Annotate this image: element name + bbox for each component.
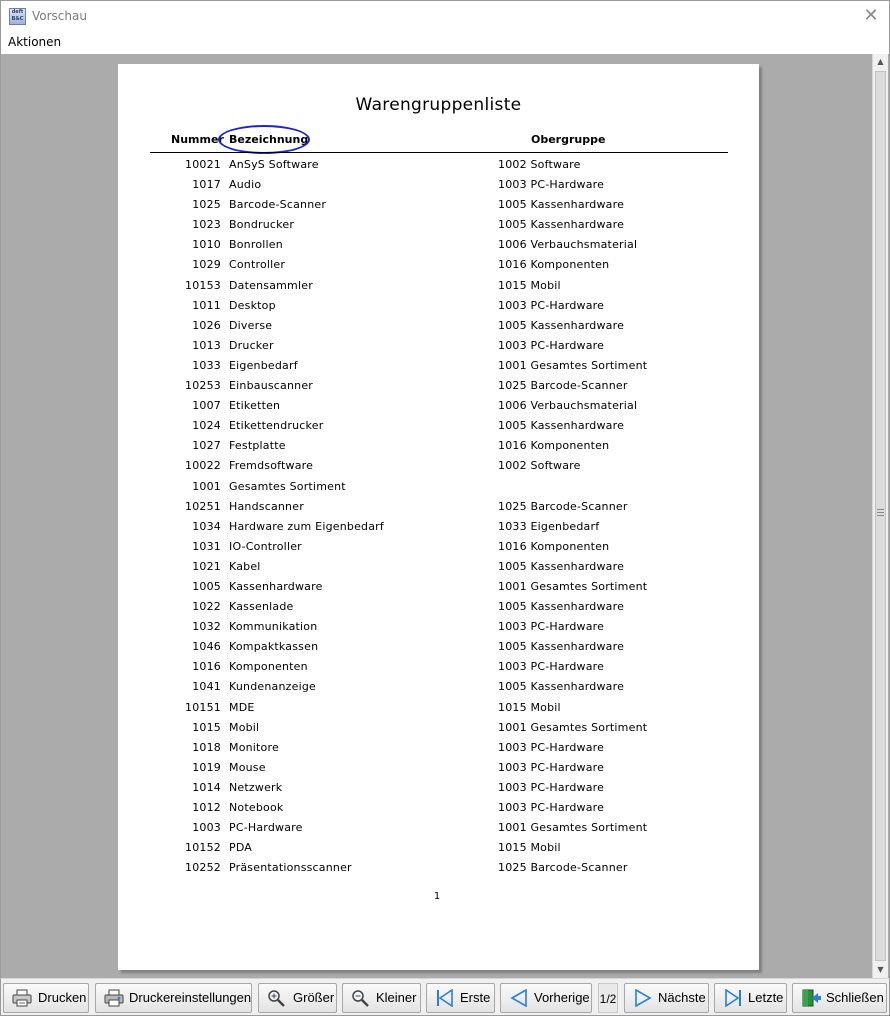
- row-obergruppe: 1005 Kassenhardware: [498, 218, 625, 232]
- row-obergruppe: 1003 PC-Hardware: [498, 740, 605, 754]
- row-bezeichnung: AnSyS Software: [229, 158, 319, 171]
- kleiner-label: Kleiner: [376, 990, 417, 1005]
- row-nummer: 10251: [185, 499, 221, 513]
- row-obergruppe: 1025 Barcode-Scanner: [498, 499, 628, 513]
- window-title: Vorschau: [32, 9, 87, 23]
- report-page: [118, 64, 759, 970]
- row-bezeichnung: Hardware zum Eigenbedarf: [229, 519, 384, 533]
- row-obergruppe: 1005 Kassenhardware: [498, 640, 625, 654]
- groesser-button[interactable]: [258, 983, 337, 1013]
- letzte-label: Letzte: [748, 990, 784, 1005]
- table-row: [118, 637, 759, 657]
- row-bezeichnung: Etikettendrucker: [229, 419, 324, 433]
- table-row: [118, 436, 759, 456]
- erste-button[interactable]: [426, 983, 495, 1013]
- scroll-down-icon[interactable]: ▼: [877, 965, 884, 974]
- table-row: [118, 255, 759, 275]
- highlight-circle-annotation: [218, 125, 310, 154]
- table-row: [118, 657, 759, 677]
- table-row: [118, 738, 759, 758]
- close-icon[interactable]: ✕: [863, 5, 879, 26]
- row-nummer: 10021: [185, 158, 221, 171]
- row-bezeichnung: MDE: [229, 700, 255, 714]
- zoom-out-icon: [351, 989, 371, 1007]
- table-row: [118, 597, 759, 617]
- groesser-label: Größer: [293, 990, 335, 1005]
- row-nummer: 1013: [192, 338, 221, 352]
- printer-settings-icon: [104, 989, 124, 1007]
- row-bezeichnung: Fremdsoftware: [229, 459, 314, 473]
- row-nummer: 1012: [192, 801, 221, 814]
- drucken-button[interactable]: [3, 983, 89, 1013]
- table-row: [118, 396, 759, 416]
- preview-viewport: [0, 54, 890, 978]
- row-nummer: 1025: [192, 198, 221, 212]
- column-header-obergruppe: Obergruppe: [531, 133, 606, 146]
- report-title: Warengruppenliste: [355, 95, 522, 115]
- row-nummer: 1018: [192, 740, 221, 754]
- row-bezeichnung: Netzwerk: [229, 780, 283, 794]
- table-row: [118, 517, 759, 537]
- table-row: [118, 577, 759, 597]
- row-obergruppe: 1025 Barcode-Scanner: [498, 379, 628, 393]
- table-row: [118, 698, 759, 718]
- row-nummer: 1003: [192, 821, 221, 835]
- table-row: [118, 477, 759, 497]
- schliessen-label: Schließen: [826, 990, 884, 1005]
- row-obergruppe: 1005 Kassenhardware: [498, 318, 625, 332]
- row-bezeichnung: Kabel: [229, 559, 261, 573]
- row-obergruppe: 1015 Mobil: [498, 278, 561, 292]
- row-obergruppe: 1001 Gesamtes Sortiment: [498, 579, 648, 593]
- table-row: [118, 175, 759, 195]
- row-obergruppe: 1025 Barcode-Scanner: [498, 861, 628, 875]
- row-obergruppe: 1003 PC-Hardware: [498, 780, 605, 794]
- first-page-icon: [435, 989, 455, 1007]
- row-bezeichnung: Kundenanzeige: [229, 680, 316, 694]
- row-nummer: 1001: [192, 479, 221, 493]
- naechste-label: Nächste: [658, 990, 706, 1005]
- row-obergruppe: 1005 Kassenhardware: [498, 680, 625, 694]
- druckereinstellungen-label: Druckereinstellungen: [129, 990, 252, 1005]
- table-row: [118, 235, 759, 255]
- row-nummer: 1032: [192, 620, 221, 634]
- row-nummer: 1034: [192, 519, 221, 533]
- row-bezeichnung: Kompaktkassen: [229, 640, 319, 654]
- row-nummer: 1007: [192, 399, 221, 413]
- row-bezeichnung: PC-Hardware: [229, 821, 303, 835]
- table-row: [118, 858, 759, 878]
- table-row: [118, 537, 759, 557]
- table-row: [118, 195, 759, 215]
- menu-bar: [0, 32, 890, 54]
- row-obergruppe: 1015 Mobil: [498, 700, 561, 714]
- row-bezeichnung: Controller: [229, 258, 286, 272]
- row-obergruppe: 1005 Kassenhardware: [498, 198, 625, 212]
- row-nummer: 1005: [192, 579, 221, 593]
- row-obergruppe: 1001 Gesamtes Sortiment: [498, 358, 648, 372]
- row-obergruppe: 1006 Verbauchsmaterial: [498, 399, 638, 413]
- row-bezeichnung: Komponenten: [229, 660, 308, 674]
- app-logo-icon: deft B&C: [9, 8, 26, 25]
- row-nummer: 1019: [192, 760, 221, 774]
- row-bezeichnung: Mobil: [229, 720, 260, 734]
- table-row: [118, 155, 759, 175]
- table-row: [118, 677, 759, 697]
- letzte-button[interactable]: [714, 983, 787, 1013]
- table-row: [118, 617, 759, 637]
- row-nummer: 1011: [192, 298, 221, 312]
- grip-icon: [877, 509, 884, 516]
- row-obergruppe: 1006 Verbauchsmaterial: [498, 238, 638, 252]
- table-row: [118, 336, 759, 356]
- report-rows: [118, 155, 759, 878]
- row-nummer: 1022: [192, 600, 221, 614]
- last-page-icon: [723, 989, 743, 1007]
- table-row: [118, 376, 759, 396]
- table-row: [118, 798, 759, 818]
- page-number: 1: [433, 891, 441, 902]
- table-row: [118, 215, 759, 235]
- row-nummer: 1024: [192, 419, 221, 433]
- row-bezeichnung: Bondrucker: [229, 218, 295, 232]
- row-nummer: 1017: [192, 178, 221, 192]
- drucken-label: Drucken: [38, 990, 87, 1005]
- row-nummer: 1023: [192, 218, 221, 232]
- header-divider: [150, 152, 728, 153]
- table-row: [118, 356, 759, 376]
- table-row: [118, 758, 759, 778]
- row-nummer: 1015: [192, 720, 221, 734]
- table-row: [118, 818, 759, 838]
- printer-icon: [12, 989, 32, 1007]
- vorherige-label: Vorherige: [534, 990, 590, 1005]
- scroll-thumb[interactable]: [875, 71, 886, 961]
- row-nummer: 1010: [192, 238, 221, 252]
- row-bezeichnung: Festplatte: [229, 439, 286, 453]
- row-obergruppe: 1005 Kassenhardware: [498, 600, 625, 614]
- row-bezeichnung: Kassenlade: [229, 600, 294, 614]
- row-bezeichnung: Etiketten: [229, 399, 281, 413]
- row-nummer: 10153: [185, 278, 221, 292]
- row-bezeichnung: Desktop: [229, 298, 276, 312]
- row-bezeichnung: Audio: [229, 178, 262, 192]
- bottom-toolbar: [0, 978, 890, 1016]
- row-obergruppe: 1016 Komponenten: [498, 539, 610, 553]
- row-obergruppe: 1016 Komponenten: [498, 439, 610, 453]
- table-row: [118, 416, 759, 436]
- row-obergruppe: 1002 Software: [498, 459, 581, 473]
- row-nummer: 1027: [192, 439, 221, 453]
- row-bezeichnung: Mouse: [229, 760, 266, 774]
- row-obergruppe: 1003 PC-Hardware: [498, 660, 605, 674]
- table-row: [118, 316, 759, 336]
- row-bezeichnung: PDA: [229, 841, 253, 855]
- row-bezeichnung: Kommunikation: [229, 620, 318, 634]
- row-nummer: 1033: [192, 358, 221, 372]
- table-row: [118, 557, 759, 577]
- row-bezeichnung: Präsentationsscanner: [229, 861, 352, 875]
- row-bezeichnung: Drucker: [229, 338, 274, 352]
- row-nummer: 10253: [185, 379, 221, 393]
- window-titlebar: [0, 0, 890, 32]
- row-nummer: 1014: [192, 780, 221, 794]
- row-nummer: 1016: [192, 660, 221, 674]
- table-row: [118, 838, 759, 858]
- zoom-in-icon: [267, 989, 287, 1007]
- row-bezeichnung: Eigenbedarf: [229, 358, 298, 372]
- vertical-scrollbar[interactable]: [872, 54, 888, 978]
- row-nummer: 10022: [185, 459, 221, 473]
- row-nummer: 1026: [192, 318, 221, 332]
- table-row: [118, 497, 759, 517]
- row-obergruppe: 1016 Komponenten: [498, 258, 610, 272]
- druckereinstellungen-button[interactable]: [95, 983, 252, 1013]
- row-obergruppe: 1003 PC-Hardware: [498, 760, 605, 774]
- column-header-nummer: Nummer: [171, 133, 224, 146]
- vorherige-button[interactable]: [500, 983, 592, 1013]
- row-obergruppe: 1033 Eigenbedarf: [498, 519, 600, 533]
- row-bezeichnung: Monitore: [229, 740, 279, 754]
- row-obergruppe: 1003 PC-Hardware: [498, 338, 605, 352]
- naechste-button[interactable]: [624, 983, 709, 1013]
- row-bezeichnung: Diverse: [229, 318, 273, 332]
- row-bezeichnung: Kassenhardware: [229, 579, 323, 593]
- table-row: [118, 718, 759, 738]
- row-nummer: 1029: [192, 258, 221, 272]
- row-nummer: 1046: [192, 640, 221, 654]
- row-obergruppe: 1003 PC-Hardware: [498, 298, 605, 312]
- row-obergruppe: 1005 Kassenhardware: [498, 419, 625, 433]
- row-nummer: 10151: [185, 700, 221, 714]
- row-bezeichnung: Einbauscanner: [229, 379, 314, 393]
- table-row: [118, 778, 759, 798]
- previous-page-icon: [509, 989, 529, 1007]
- row-obergruppe: 1003 PC-Hardware: [498, 801, 605, 814]
- table-row: [118, 276, 759, 296]
- exit-door-icon: [801, 989, 821, 1007]
- table-row: [118, 296, 759, 316]
- erste-label: Erste: [460, 990, 491, 1005]
- page-count-indicator: 1/2: [598, 983, 618, 1013]
- table-row: [118, 456, 759, 476]
- row-obergruppe: 1015 Mobil: [498, 841, 561, 855]
- row-nummer: 1031: [192, 539, 221, 553]
- scroll-up-icon[interactable]: ▲: [877, 57, 884, 66]
- row-obergruppe: 1005 Kassenhardware: [498, 559, 625, 573]
- column-header-bezeichnung: Bezeichnung: [229, 133, 309, 146]
- schliessen-button[interactable]: [792, 983, 887, 1013]
- row-obergruppe: 1001 Gesamtes Sortiment: [498, 720, 648, 734]
- row-bezeichnung: Barcode-Scanner: [229, 198, 327, 212]
- row-bezeichnung: Notebook: [229, 801, 284, 814]
- row-obergruppe: 1001 Gesamtes Sortiment: [498, 821, 648, 835]
- kleiner-button[interactable]: [342, 983, 421, 1013]
- row-obergruppe: 1002 Software: [498, 158, 581, 171]
- row-bezeichnung: Handscanner: [229, 499, 304, 513]
- row-nummer: 1041: [192, 680, 221, 694]
- menu-aktionen[interactable]: Aktionen: [8, 35, 62, 49]
- next-page-icon: [633, 989, 653, 1007]
- row-nummer: 10152: [185, 841, 221, 855]
- row-obergruppe: 1003 PC-Hardware: [498, 620, 605, 634]
- row-bezeichnung: Bonrollen: [229, 238, 283, 252]
- row-bezeichnung: Datensammler: [229, 278, 313, 292]
- row-bezeichnung: Gesamtes Sortiment: [229, 479, 346, 493]
- row-bezeichnung: IO-Controller: [229, 539, 302, 553]
- row-nummer: 1021: [192, 559, 221, 573]
- row-obergruppe: 1003 PC-Hardware: [498, 178, 605, 192]
- row-nummer: 10252: [185, 861, 221, 875]
